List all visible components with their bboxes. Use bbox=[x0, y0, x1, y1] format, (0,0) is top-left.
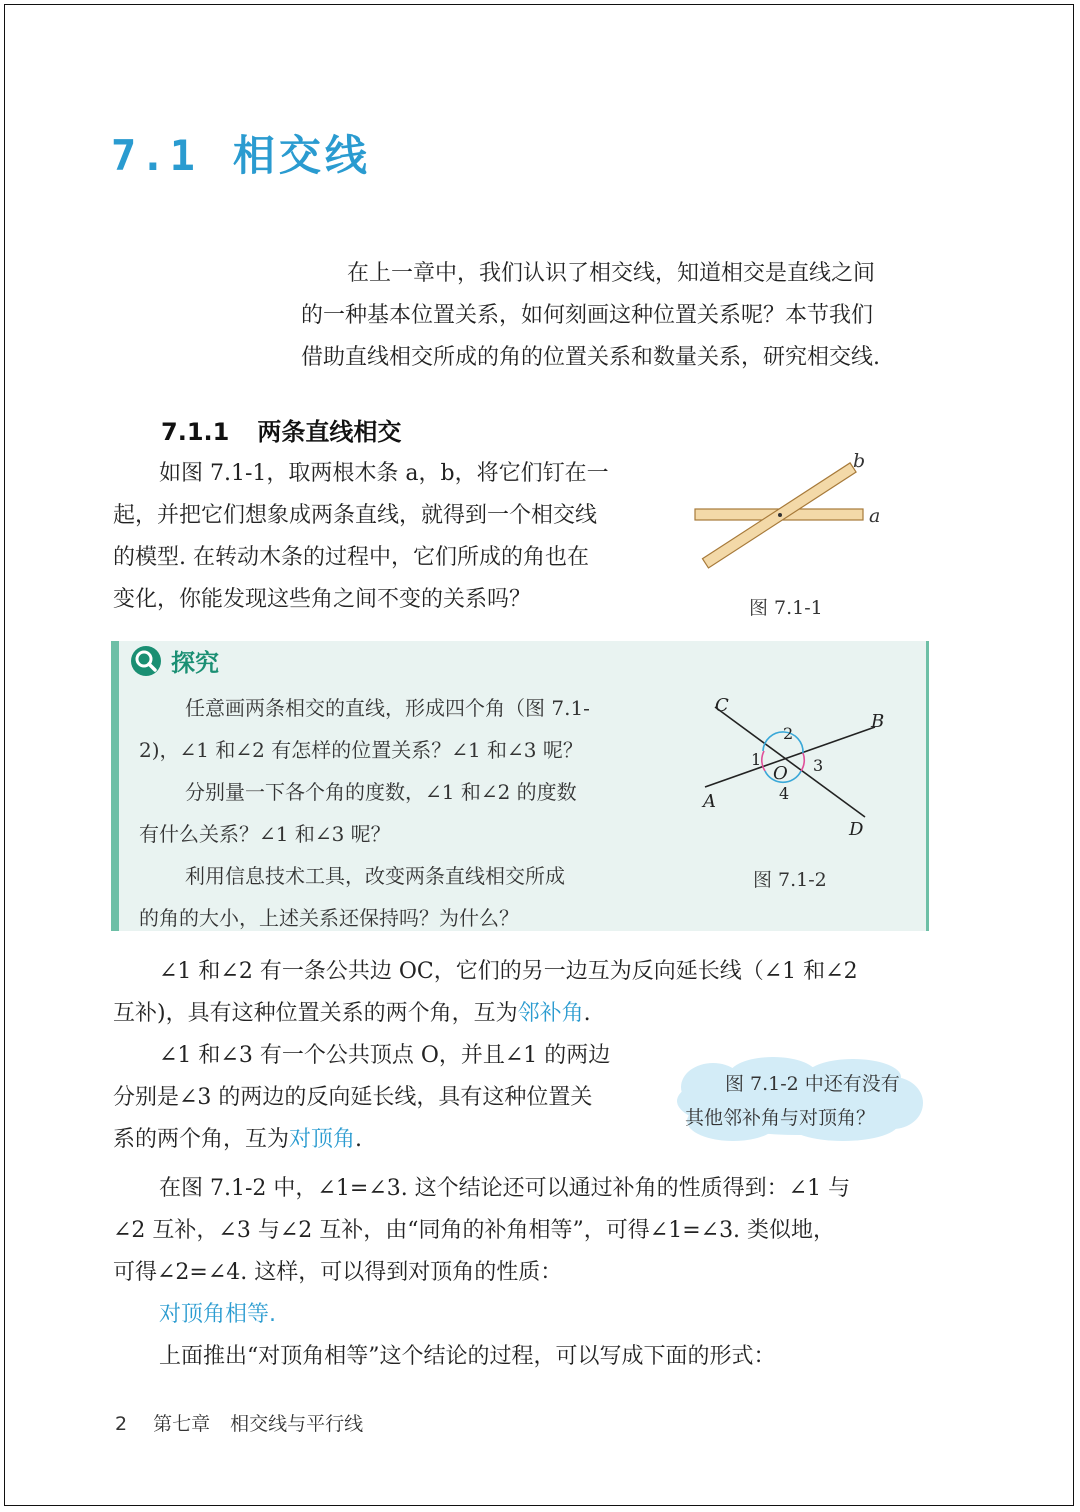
explore-line: 的角的大小，上述关系还保持吗？为什么？ bbox=[139, 906, 519, 930]
vertical-angles-paragraph bbox=[113, 1035, 651, 1161]
label-D: D bbox=[849, 819, 864, 840]
label-angle-2: 2 bbox=[783, 724, 794, 743]
explore-magnifier-icon bbox=[129, 644, 163, 678]
explore-heading bbox=[129, 643, 219, 678]
chapter-label: 第七章 bbox=[153, 1413, 211, 1435]
adjacent-line-2-text: 互补)，具有这种位置关系的两个角，互为 bbox=[113, 1001, 518, 1026]
adjacent-line-2-end: . bbox=[583, 1001, 591, 1026]
textbook-page bbox=[4, 4, 1074, 1506]
last-line: 上面推出“对顶角相等”这个结论的过程，可以写成下面的形式： bbox=[159, 1344, 776, 1369]
section-heading bbox=[161, 412, 401, 447]
intro-line: 的一种基本位置关系，如何刻画这种位置关系呢？本节我们 bbox=[301, 303, 874, 328]
conclusion-line: 可得∠2=∠4. 这样，可以得到对顶角的性质： bbox=[113, 1260, 563, 1285]
explore-line: 任意画两条相交的直线，形成四个角（图 7.1- bbox=[185, 696, 590, 720]
vertical-line-1: ∠1 和∠3 有一个公共顶点 O，并且∠1 的两边 bbox=[159, 1043, 611, 1068]
label-a: a bbox=[869, 505, 881, 527]
chapter-title: 相交线与平行线 bbox=[230, 1413, 364, 1435]
conclusion-paragraph bbox=[113, 1168, 933, 1378]
label-A: A bbox=[703, 791, 716, 812]
figure-caption-1: 图 7.1-1 bbox=[749, 597, 823, 619]
explore-line: 分别量一下各个角的度数，∠1 和∠2 的度数 bbox=[185, 780, 577, 804]
term-adjacent-supplementary: 邻补角 bbox=[517, 1001, 584, 1026]
label-angle-4: 4 bbox=[779, 784, 790, 803]
property-statement: 对顶角相等. bbox=[159, 1302, 276, 1327]
adjacent-angles-paragraph bbox=[113, 951, 933, 1035]
label-C: C bbox=[715, 695, 729, 716]
thought-cloud bbox=[673, 1057, 925, 1143]
conclusion-line: ∠2 互补，∠3 与∠2 互补，由“同角的补角相等”，可得∠1=∠3. 类似地， bbox=[113, 1218, 836, 1243]
cloud-line-1: 图 7.1-2 中还有没有 bbox=[725, 1073, 900, 1095]
explore-bar bbox=[111, 641, 119, 931]
vertical-line-3-text: 系的两个角，互为 bbox=[113, 1127, 290, 1152]
adjacent-line-1: ∠1 和∠2 有一条公共边 OC，它们的另一边互为反向延长线（∠1 和∠2 bbox=[159, 959, 858, 984]
explore-line: 利用信息技术工具，改变两条直线相交所成 bbox=[185, 864, 565, 888]
figure-caption-2: 图 7.1-2 bbox=[753, 869, 827, 891]
explore-right-bar bbox=[926, 641, 929, 931]
explore-text bbox=[139, 687, 655, 939]
page-title bbox=[111, 123, 371, 183]
body-line: 如图 7.1-1，取两根木条 a，b，将它们钉在一 bbox=[159, 461, 609, 486]
cloud-line-2: 其他邻补角与对顶角？ bbox=[685, 1107, 876, 1129]
explore-line: 2)，∠1 和∠2 有怎样的位置关系？∠1 和∠3 呢？ bbox=[139, 738, 583, 762]
angle-3-arc bbox=[801, 753, 804, 771]
conclusion-line: 在图 7.1-2 中，∠1=∠3. 这个结论还可以通过补角的性质得到：∠1 与 bbox=[159, 1176, 851, 1201]
figure-7-1-1 bbox=[685, 445, 905, 585]
title-number: 7.1 bbox=[111, 131, 199, 180]
section-number: 7.1.1 bbox=[161, 418, 230, 446]
body-line: 起，并把它们想象成两条直线，就得到一个相交线 bbox=[113, 503, 598, 528]
explore-line: 有什么关系？∠1 和∠3 呢？ bbox=[139, 822, 391, 846]
intro-paragraph bbox=[301, 253, 933, 379]
page-footer bbox=[115, 1409, 363, 1436]
cloud-text bbox=[679, 1067, 919, 1135]
intro-line: 借助直线相交所成的角的位置关系和数量关系，研究相交线. bbox=[301, 345, 880, 370]
figure-7-1-2 bbox=[695, 689, 895, 849]
label-angle-1: 1 bbox=[751, 750, 762, 769]
title-text: 相交线 bbox=[232, 131, 371, 180]
label-angle-3: 3 bbox=[813, 756, 824, 775]
intro-line: 在上一章中，我们认识了相交线，知道相交是直线之间 bbox=[347, 261, 876, 286]
label-B: B bbox=[871, 711, 885, 732]
label-O: O bbox=[773, 763, 788, 784]
page-number: 2 bbox=[115, 1413, 128, 1435]
explore-heading-text: 探究 bbox=[171, 649, 219, 677]
body-line: 的模型. 在转动木条的过程中，它们所成的角也在 bbox=[113, 545, 589, 570]
adjacent-line-2 bbox=[113, 993, 933, 1035]
angle-1-arc bbox=[762, 751, 765, 771]
term-vertical-angles: 对顶角 bbox=[289, 1127, 356, 1152]
intro-body-paragraph bbox=[113, 453, 653, 621]
nail-point bbox=[778, 513, 782, 517]
label-b: b bbox=[853, 450, 866, 472]
vertical-line-2: 分别是∠3 的两边的反向延长线，具有这种位置关 bbox=[113, 1085, 593, 1110]
vertical-line-3 bbox=[113, 1119, 651, 1161]
vertical-line-3-end: . bbox=[355, 1127, 363, 1152]
section-title: 两条直线相交 bbox=[257, 418, 402, 446]
body-line: 变化，你能发现这些角之间不变的关系吗？ bbox=[113, 587, 532, 612]
